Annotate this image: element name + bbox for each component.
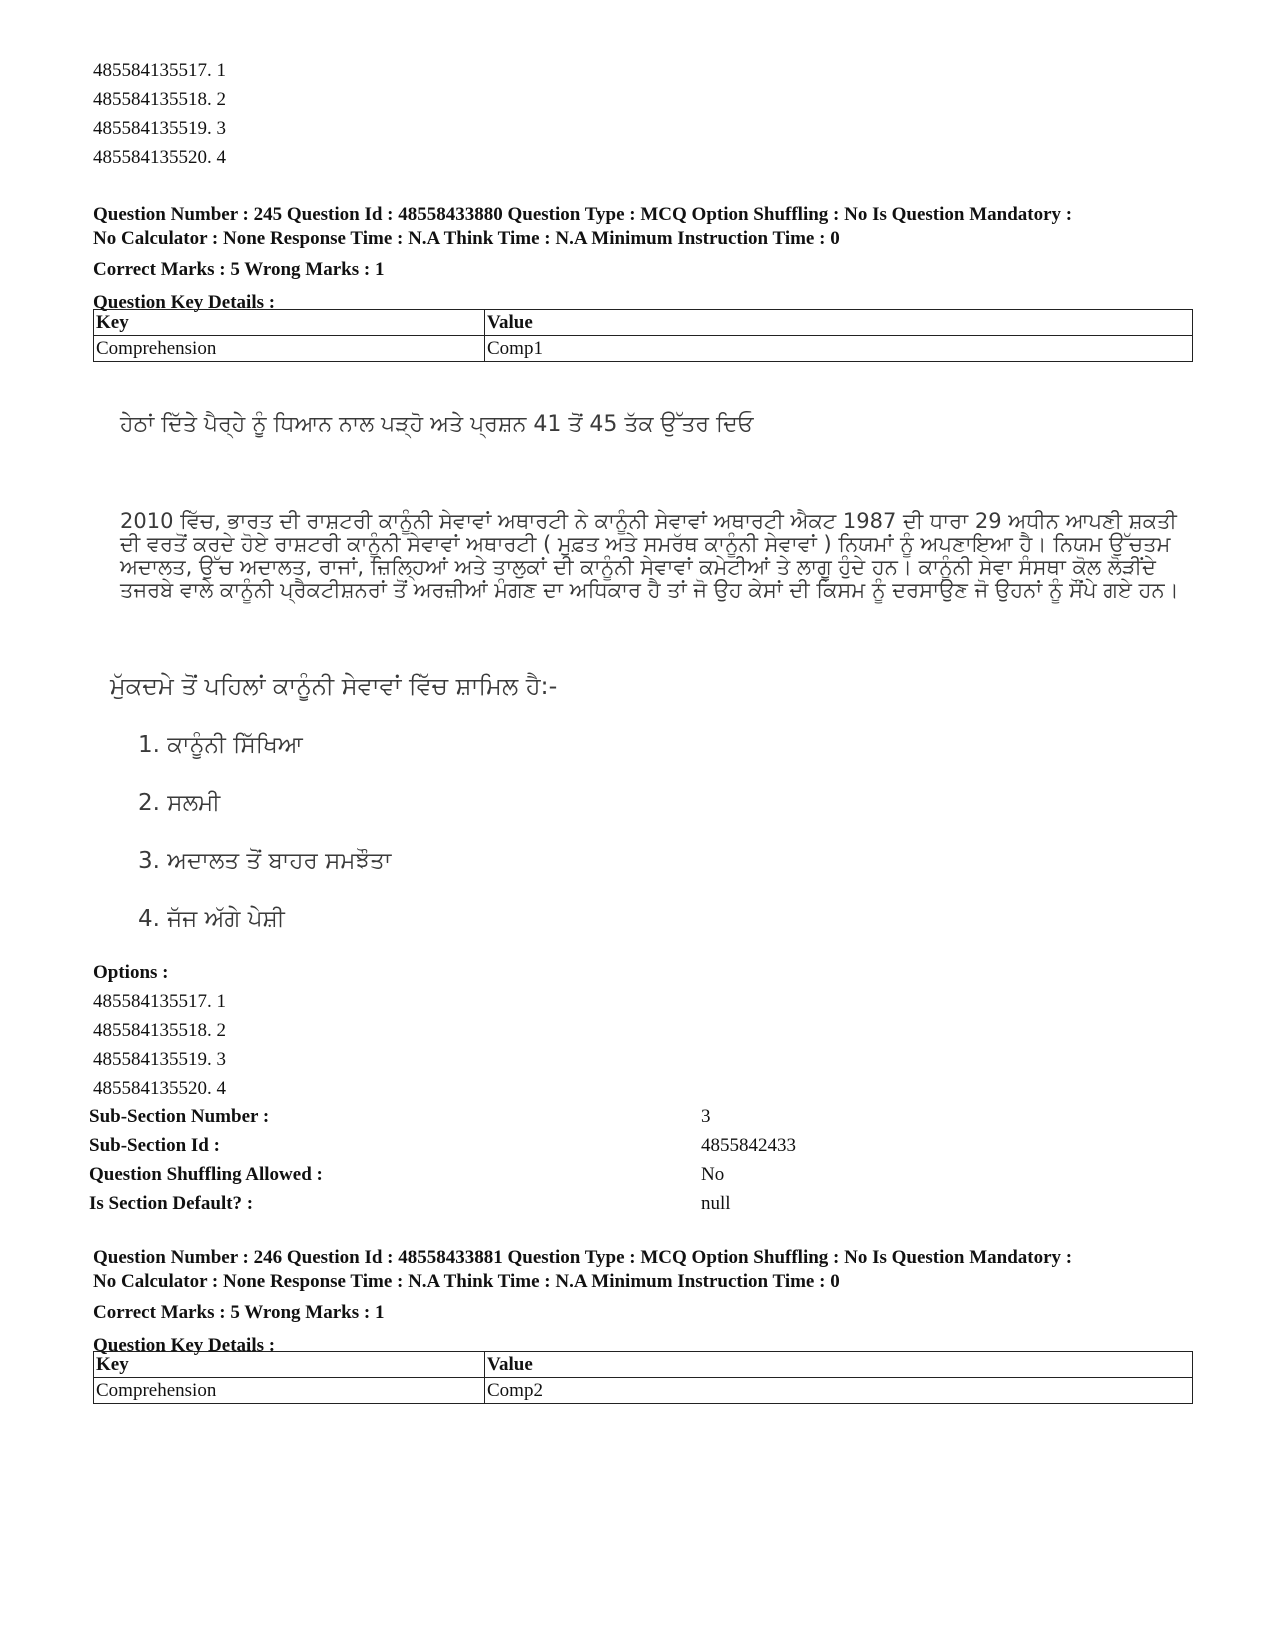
subsection-key: Is Section Default? :	[89, 1193, 254, 1214]
choice-item: 1. ਕਾਨੂੰਨੀ ਸਿੱਖਿਆ	[138, 732, 303, 758]
question-image	[110, 400, 1190, 940]
subsection-key: Sub-Section Id :	[89, 1135, 220, 1156]
choice-item: 2. ਸਲਮੀ	[138, 790, 221, 816]
subsection-value: 3	[701, 1106, 711, 1127]
subsection-details	[89, 1102, 1089, 1218]
option-item: 485584135518. 2	[93, 1020, 226, 1041]
question-meta-line-1: Question Number : 245 Question Id : 48558433880 Question Type : MCQ Option Shuffling : No Is Question Mandatory :	[93, 204, 1073, 225]
table-header-row	[94, 1352, 1193, 1378]
option-item: 485584135517. 1	[93, 60, 226, 81]
choice-item: 4. ਜੱਜ ਅੱਗੇ ਪੇਸ਼ੀ	[138, 906, 285, 932]
question-246-key-table	[93, 1351, 1193, 1404]
subsection-row	[89, 1160, 1089, 1189]
question-meta-line-2: No Calculator : None Response Time : N.A Think Time : N.A Minimum Instruction Time : 0	[93, 228, 840, 249]
table-header-value: Value	[485, 1352, 1193, 1378]
subsection-key: Sub-Section Number :	[89, 1106, 270, 1127]
table-row	[94, 336, 1193, 362]
question-245-key-table	[93, 309, 1193, 362]
subsection-value: No	[701, 1164, 725, 1185]
options-label: Options :	[93, 962, 169, 983]
table-header-key: Key	[94, 310, 485, 336]
subsection-row	[89, 1102, 1089, 1131]
subsection-row	[89, 1189, 1089, 1218]
question-choices	[138, 730, 391, 962]
question-marks: Correct Marks : 5 Wrong Marks : 1	[93, 259, 385, 280]
comprehension-passage: 2010 ਵਿੱਚ, ਭਾਰਤ ਦੀ ਰਾਸ਼ਟਰੀ ਕਾਨੂੰਨੀ ਸੇਵਾਵਾਂ ਅਥਾਰਟੀ ਨੇ ਕਾਨੂੰਨੀ ਸੇਵਾਵਾਂ ਅਥਾਰਟੀ ਐਕਟ 1987 ਦੀ ਧਾਰਾ 29 ਅਧੀਨ ਆਪਣੀ ਸ਼ਕਤੀ ਦੀ ਵਰਤੋਂ ਕਰਦੇ ਹੋਏ ਰਾਸ਼ਟਰੀ ਕਾਨੂੰਨੀ ਸੇਵਾਵਾਂ ਅਥਾਰਟੀ ( ਮੁਫ਼ਤ ਅਤੇ ਸਮਰੱਥ ਕਾਨੂੰਨੀ ਸੇਵਾਵਾਂ ) ਨਿਯਮਾਂ ਨੂੰ ਅਪਣਾਇਆ ਹੈ। ਨਿਯਮ ਉੱਚਤਮ ਅਦਾਲਤ, ਉੱਚ ਅਦਾਲਤ, ਰਾਜਾਂ, ਜ਼ਿਲ੍ਹਿਆਂ ਅਤੇ ਤਾਲੁਕਾਂ ਦੀ ਕਾਨੂੰਨੀ ਸੇਵਾਵਾਂ ਕਮੇਟੀਆਂ ਤੇ ਲਾਗੂ ਹੁੰਦੇ ਹਨ। ਕਾਨੂੰਨੀ ਸੇਵਾ ਸੰਸਥਾ ਕੋਲ ਲੋੜੀਂਦੇ ਤਜਰਬੇ ਵਾਲੇ ਕਾਨੂੰਨੀ ਪ੍ਰੈਕਟੀਸ਼ਨਰਾਂ ਤੋਂ ਅਰਜ਼ੀਆਂ ਮੰਗਣ ਦਾ ਅਧਿਕਾਰ ਹੈ ਤਾਂ ਜੋ ਉਹ ਕੇਸਾਂ ਦੀ ਕਿਸਮ ਨੂੰ ਦਰਸਾਉਣ ਜੋ ਉਹਨਾਂ ਨੂੰ ਸੌਂਪੇ ਗਏ ਹਨ।	[120, 509, 1179, 602]
option-item: 485584135519. 3	[93, 118, 226, 139]
table-header-row	[94, 310, 1193, 336]
option-item: 485584135517. 1	[93, 991, 226, 1012]
choice-item: 3. ਅਦਾਲਤ ਤੋਂ ਬਾਹਰ ਸਮਝੌਤਾ	[138, 848, 392, 874]
question-246-header	[93, 1246, 1183, 1360]
table-cell-key: Comprehension	[94, 336, 485, 362]
question-meta-line-1: Question Number : 246 Question Id : 48558433881 Question Type : MCQ Option Shuffling : No Is Question Mandatory :	[93, 1247, 1073, 1268]
table-header-value: Value	[485, 310, 1193, 336]
table-header-key: Key	[94, 1352, 485, 1378]
table-cell-value: Comp1	[485, 336, 1193, 362]
subsection-value: 4855842433	[701, 1135, 796, 1156]
subsection-key: Question Shuffling Allowed :	[89, 1164, 323, 1185]
subsection-value: null	[701, 1193, 731, 1214]
option-item: 485584135519. 3	[93, 1049, 226, 1070]
question-meta-line-2: No Calculator : None Response Time : N.A Think Time : N.A Minimum Instruction Time : 0	[93, 1271, 840, 1292]
table-row	[94, 1378, 1193, 1404]
question-text: ਮੁੱਕਦਮੇ ਤੋਂ ਪਹਿਲਾਂ ਕਾਨੂੰਨੀ ਸੇਵਾਵਾਂ ਵਿੱਚ ਸ਼ਾਮਿਲ ਹੈ:-	[110, 672, 558, 700]
table-cell-key: Comprehension	[94, 1378, 485, 1404]
question-key-details-label: Question Key Details :	[93, 292, 276, 313]
option-item: 485584135520. 4	[93, 147, 226, 168]
question-marks: Correct Marks : 5 Wrong Marks : 1	[93, 1302, 385, 1323]
question-245-header	[93, 203, 1183, 317]
previous-options-list	[93, 56, 693, 172]
question-245-options-list	[93, 987, 693, 1103]
option-item: 485584135520. 4	[93, 1078, 226, 1099]
option-item: 485584135518. 2	[93, 89, 226, 110]
question-key-details-label: Question Key Details :	[93, 1335, 276, 1356]
question-instruction: ਹੇਠਾਂ ਦਿੱਤੇ ਪੈਰ੍ਹੇ ਨੂੰ ਧਿਆਨ ਨਾਲ ਪੜ੍ਹੋ ਅਤੇ ਪ੍ਰਸ਼ਨ 41 ਤੋਂ 45 ਤੱਕ ਉੱਤਰ ਦਿਓ	[120, 412, 754, 437]
table-cell-value: Comp2	[485, 1378, 1193, 1404]
subsection-row	[89, 1131, 1089, 1160]
